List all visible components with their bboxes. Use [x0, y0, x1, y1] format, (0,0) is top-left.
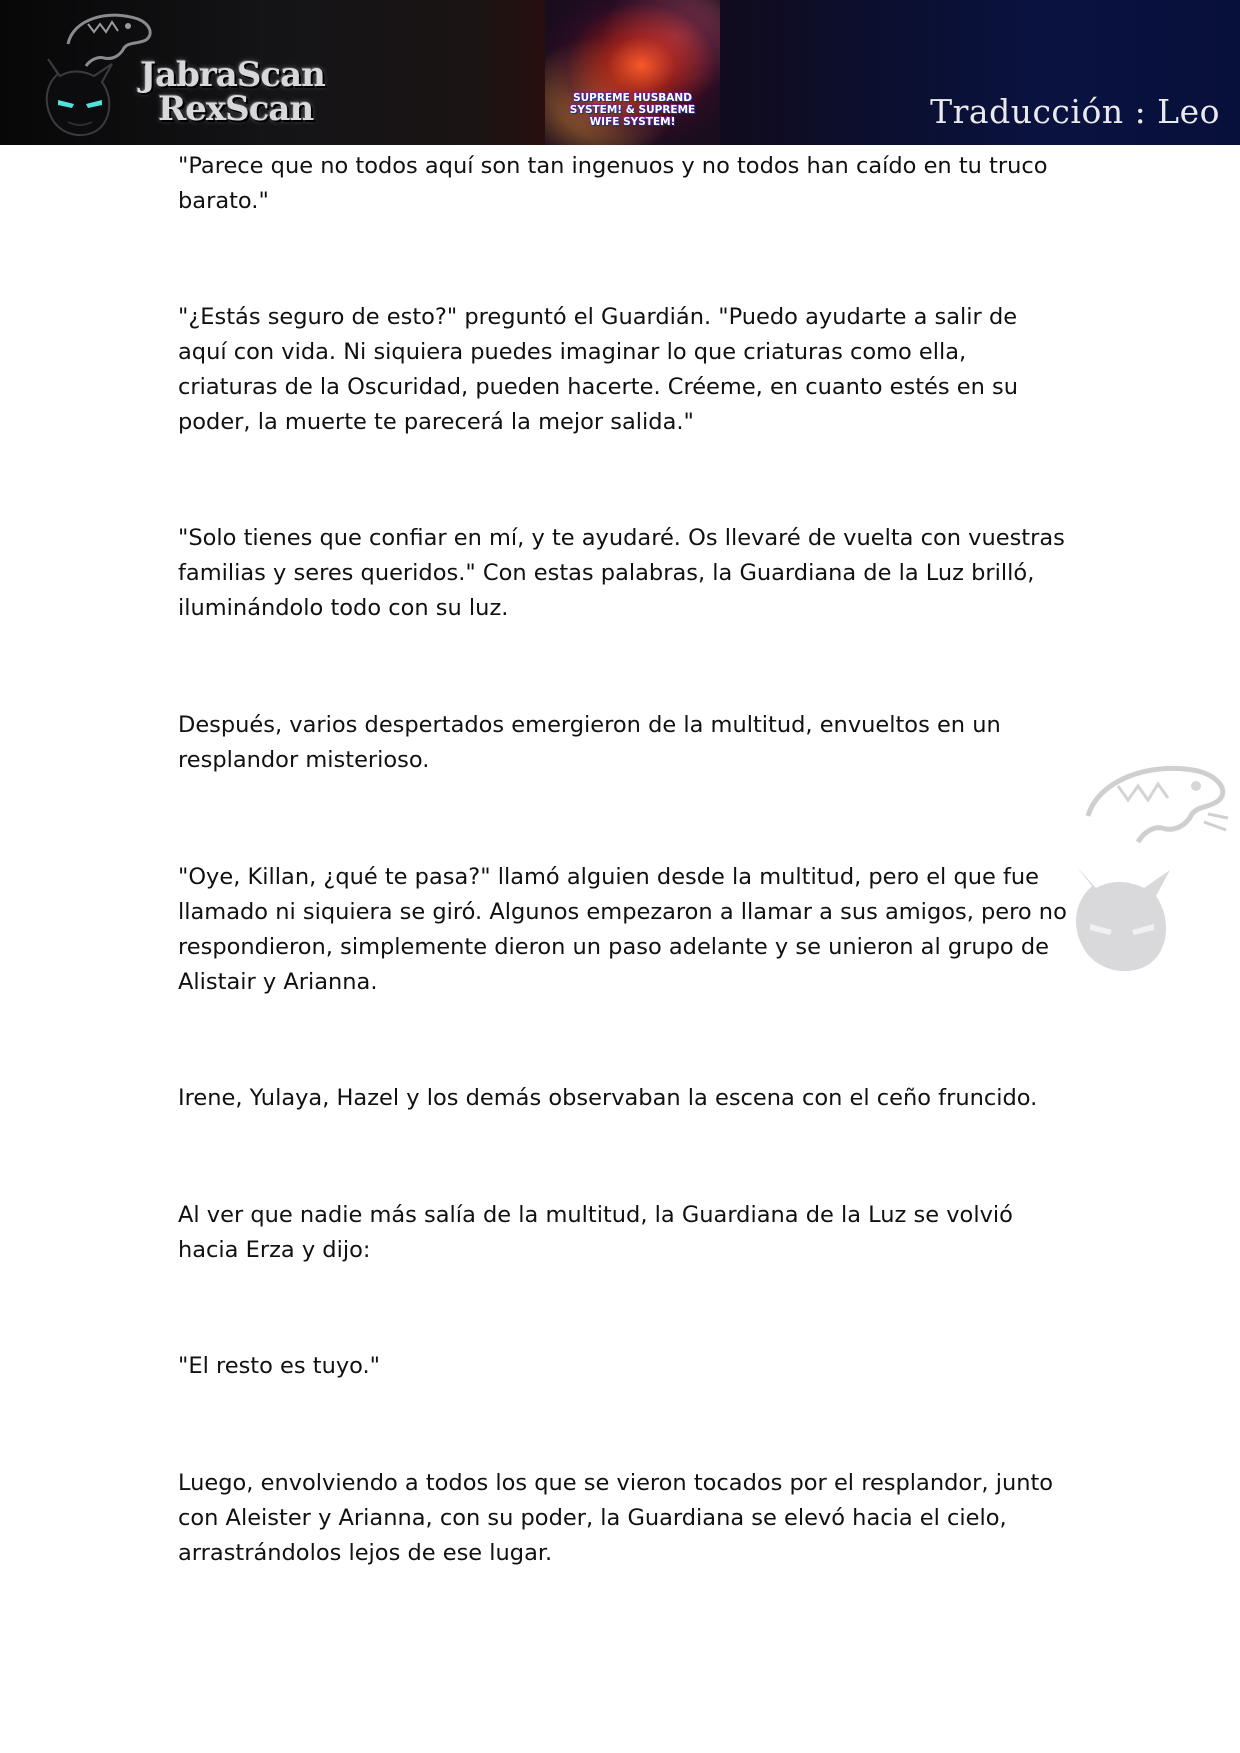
paragraph-1: "Parece que no todos aquí son tan ingenuos y no todos han caído en tu truco barato.": [178, 153, 1048, 214]
dinosaur-demon-watermark-icon: [1058, 756, 1238, 986]
paragraph-5: "Oye, Killan, ¿qué te pasa?" llamó alguien desde la multitud, pero el que fue llamado ni siquiera se giró. Algunos empezaron a llamar a sus amigos, pero no respondieron, simplemente dieron un paso adelante y se unieron al grupo de Alistair y Arianna.: [178, 864, 1067, 995]
paragraph-8: "El resto es tuyo.": [178, 1353, 381, 1379]
paragraph-4: Después, varios despertados emergieron de la multitud, envueltos en un resplandor misterioso.: [178, 712, 1001, 773]
paragraph-9: Luego, envolviendo a todos los que se vieron tocados por el resplandor, junto con Aleister y Arianna, con su poder, la Guardiana se elevó hacia el cielo, arrastrándolos lejos de ese lugar.: [178, 1470, 1054, 1566]
dinosaur-demon-logo-icon: [28, 4, 158, 142]
cover-art: [545, 0, 720, 145]
header-banner: [0, 0, 1240, 145]
brand-line-2: RexScan: [158, 89, 314, 129]
paragraph-3: "Solo tienes que confiar en mí, y te ayudaré. Os llevaré de vuelta con vuestras familias y seres queridos." Con estas palabras, la Guardiana de la Luz brilló, iluminándolo todo con su luz.: [178, 525, 1065, 621]
paragraph-2: "¿Estás seguro de esto?" preguntó el Guardián. "Puedo ayudarte a salir de aquí con vida. Ni siquiera puedes imaginar lo que criaturas como ella, criaturas de la Oscuridad, pueden hacerte. Créeme, en cuanto estés en su poder, la muerte te parecerá la mejor salida.": [178, 304, 1018, 435]
paragraph-6: Irene, Yulaya, Hazel y los demás observaban la escena con el ceño fruncido.: [178, 1085, 1038, 1111]
brand-line-1: JabraScan: [140, 55, 325, 95]
translation-credit: Traducción : Leo: [930, 92, 1220, 131]
brand-logo-text: [140, 55, 325, 129]
paragraph-7: Al ver que nadie más salía de la multitud, la Guardiana de la Luz se volvió hacia Erza y dijo:: [178, 1202, 1013, 1263]
cover-title: SUPREME HUSBAND SYSTEM! & SUPREME WIFE SYSTEM!: [569, 92, 696, 128]
